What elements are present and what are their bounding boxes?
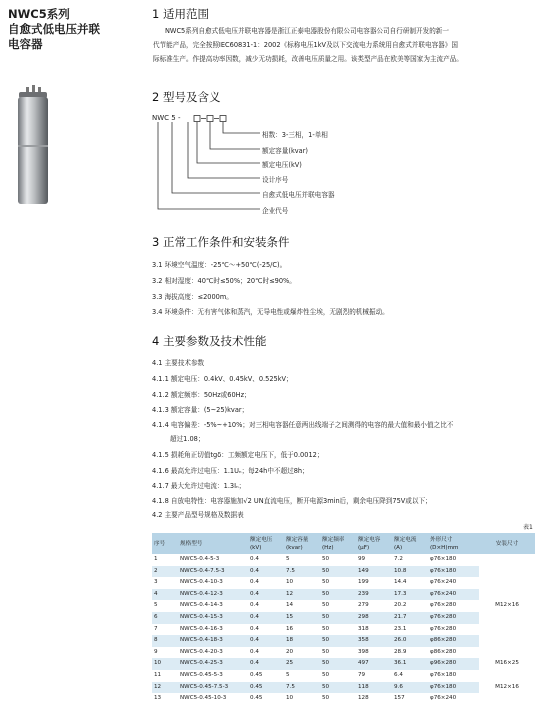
table-row xyxy=(152,612,535,624)
table-cell: 10 xyxy=(286,579,294,586)
table-cell: 4 xyxy=(152,589,178,601)
table-cell: φ76×240 xyxy=(430,695,457,702)
col-header: 额定电压 (kV) xyxy=(248,533,284,554)
table-cell: 13 xyxy=(154,695,162,702)
table-cell: φ76×280 xyxy=(430,602,457,609)
table-cell: 14.4 xyxy=(394,579,407,586)
section3-heading: 3 正常工作条件和安装条件 xyxy=(152,235,290,249)
table-cell: 0.4 xyxy=(248,589,284,601)
table-cell: 50 xyxy=(320,658,356,670)
table-cell: 11 xyxy=(154,671,162,678)
table-header-row xyxy=(152,533,535,554)
table-cell: 497 xyxy=(356,658,392,670)
table-cell: 3 xyxy=(154,579,158,586)
table-cell: 50 xyxy=(320,682,356,694)
section4-item: 4.2 主要产品型号规格及数据表 xyxy=(152,511,244,519)
table-row xyxy=(152,647,535,659)
col-header: 外形尺寸 (D×H)mm xyxy=(428,533,479,554)
table-cell: 15 xyxy=(284,612,320,624)
table-cell: 18 xyxy=(284,635,320,647)
table-cell: 0.4 xyxy=(250,602,259,609)
table-cell: 7.5 xyxy=(284,682,320,694)
table-cell: 0.4 xyxy=(250,556,259,562)
section4-item: 超过1.08； xyxy=(170,435,205,443)
table-cell: 0.4 xyxy=(248,635,284,647)
table-row xyxy=(152,670,535,682)
table-cell: 149 xyxy=(356,566,392,578)
table-cell: φ76×180 xyxy=(430,671,457,678)
section2-heading: 2 型号及含义 xyxy=(152,90,221,104)
table-cell: 0.45 xyxy=(248,682,284,694)
table-cell: 79 xyxy=(358,671,366,678)
table-cell: 20.2 xyxy=(394,602,407,609)
table-cell: 9.6 xyxy=(392,682,428,694)
table-cell: 50 xyxy=(322,648,330,655)
section1-heading: 1 适用范围 xyxy=(152,7,209,21)
product-title-line2: 自愈式低电压并联 xyxy=(8,22,100,36)
section4-item: 4.1.7 最大允许过电流：1.3Iₙ； xyxy=(152,482,246,490)
table-cell: 50 xyxy=(322,602,330,609)
product-title-line3: 电容器 xyxy=(8,37,43,51)
table-cell: 0.4 xyxy=(250,648,259,655)
mount-size-cell: M16×25 xyxy=(479,658,535,670)
table-cell: 20 xyxy=(286,648,294,655)
section3-item: 3.4 环境条件：无有害气体和蒸汽，无导电性或爆炸性尘埃，无剧烈的机械振动。 xyxy=(152,308,389,316)
mount-size-cell: M12×16 xyxy=(479,554,535,658)
table-cell: NWC5-0.4-14-3 xyxy=(180,602,223,609)
table-cell: 16 xyxy=(286,625,294,632)
table-cell: 398 xyxy=(358,648,369,655)
section4-item: 4.1.2 额定频率：50Hz或60Hz； xyxy=(152,391,251,399)
table-cell: φ76×240 xyxy=(428,589,479,601)
section3-item: 3.2 相对湿度：40℃时≤50%；20℃时≤90%。 xyxy=(152,277,296,285)
col-header: 额定电流 (A) xyxy=(392,533,428,554)
table-cell: 0.4 xyxy=(248,612,284,624)
table-row xyxy=(152,577,535,589)
section1-line3: 际标准生产。作提高功率因数，减少无功损耗，改善电压质量之用。该类型产品在欧美等国家为主流产品。 xyxy=(153,55,463,63)
table-cell: 50 xyxy=(322,695,330,702)
table-cell: 6 xyxy=(152,612,178,624)
table-cell: 50 xyxy=(320,635,356,647)
table-cell: 239 xyxy=(356,589,392,601)
table-cell: 8 xyxy=(152,635,178,647)
table-cell: NWC5-0.4-7.5-3 xyxy=(178,566,248,578)
table-cell: 28.9 xyxy=(394,648,407,655)
section4-item: 4.1.5 损耗角正切值tgδ：工频额定电压下，低于0.0012； xyxy=(152,451,324,459)
table-cell: 0.45 xyxy=(250,695,263,702)
table-cell: 128 xyxy=(358,695,369,702)
section4-item: 4.1 主要技术参数 xyxy=(152,359,205,367)
table-cell: 25 xyxy=(284,658,320,670)
table-row xyxy=(152,693,535,705)
table-cell: 36.1 xyxy=(392,658,428,670)
table-cell: 12 xyxy=(152,682,178,694)
table-cell: NWC5-0.4-20-3 xyxy=(180,648,223,655)
table-cell: NWC5-0.45-5-3 xyxy=(180,671,223,678)
table-cell: NWC5-0.4-25-3 xyxy=(178,658,248,670)
table-cell: 12 xyxy=(284,589,320,601)
table-row xyxy=(152,624,535,636)
table-cell: φ86×280 xyxy=(430,648,457,655)
table-cell: 10 xyxy=(286,695,294,702)
col-header: 额定电容 (μF) xyxy=(356,533,392,554)
code-label-phase: 相数：3-三相，1-单相 xyxy=(262,131,328,139)
table-cell: 199 xyxy=(358,579,369,586)
table-cell: NWC5-0.45-7.5-3 xyxy=(178,682,248,694)
table-cell: 7 xyxy=(154,625,158,632)
table-cell: 21.7 xyxy=(392,612,428,624)
table-cell: 10 xyxy=(152,658,178,670)
section3-item: 3.1 环境空气温度：-25℃～+50℃(-25/C)。 xyxy=(152,261,287,269)
table-cell: NWC5-0.4-12-3 xyxy=(178,589,248,601)
table-cell: φ76×180 xyxy=(428,566,479,578)
table-cell: 50 xyxy=(320,566,356,578)
code-label-capacity: 额定容量(kvar) xyxy=(262,147,308,155)
section4-item: 4.1.3 额定容量：(5~25)kvar； xyxy=(152,406,249,414)
table-cell: 9 xyxy=(154,648,158,655)
table-cell: 7.2 xyxy=(394,556,403,562)
table-cell: 50 xyxy=(322,556,330,562)
table-cell: NWC5-0.4-18-3 xyxy=(178,635,248,647)
table-row xyxy=(152,682,535,694)
table-cell: 10.8 xyxy=(392,566,428,578)
table-cell: 5 xyxy=(154,602,158,609)
table-cell: NWC5-0.4-16-3 xyxy=(180,625,223,632)
col-header: 规格型号 xyxy=(178,533,248,554)
table-cell: 99 xyxy=(358,556,366,562)
col-header: 额定频率 (Hz) xyxy=(320,533,356,554)
section4-heading: 4 主要参数及技术性能 xyxy=(152,334,267,348)
col-header: 安装尺寸 xyxy=(479,533,535,554)
code-label-voltage: 额定电压(kV) xyxy=(262,161,302,169)
spec-table xyxy=(152,533,535,705)
section4-item: 4.1.6 最高允许过电压：1.1Uₙ；每24h中不超过8h； xyxy=(152,467,309,475)
table-cell: 157 xyxy=(394,695,405,702)
table-cell: NWC5-0.45-10-3 xyxy=(180,695,227,702)
table-cell: 5 xyxy=(286,671,290,678)
table-cell: 50 xyxy=(322,579,330,586)
section4-item: 4.1.8 自放电特性：电容器施加√2 UN直流电压，断开电源3min后，剩余电压降到75V或以下； xyxy=(152,497,432,505)
section4-item: 4.1.4 电容偏差：-5%~+10%；对三相电容器任意两出线端子之间测得的电容的最大值和最小值之比不 xyxy=(152,421,454,429)
table-cell: 0.4 xyxy=(248,658,284,670)
table-cell: 0.4 xyxy=(250,579,259,586)
table-cell: 298 xyxy=(356,612,392,624)
table-cell: 50 xyxy=(322,625,330,632)
col-header: 序号 xyxy=(152,533,178,554)
table-cell: 0.4 xyxy=(250,625,259,632)
table-cell: 7.5 xyxy=(284,566,320,578)
product-title-line1: NWC5系列 xyxy=(8,7,70,21)
table-cell: 50 xyxy=(322,671,330,678)
section1-line2: 代节能产品，完全按照IEC60831-1：2002《标称电压1kV及以下交流电力系统用自愈式并联电容器》国 xyxy=(153,41,458,49)
table-cell: 0.4 xyxy=(248,566,284,578)
table-cell: φ76×240 xyxy=(430,579,457,586)
table-cell: 2 xyxy=(152,566,178,578)
table-cell: 14 xyxy=(286,602,294,609)
table-cell: 26.0 xyxy=(392,635,428,647)
table-cell: 50 xyxy=(320,589,356,601)
table-row xyxy=(152,566,535,578)
table-cell: 1 xyxy=(154,556,158,562)
table-row xyxy=(152,589,535,601)
table-row xyxy=(152,635,535,647)
table-cell: φ76×180 xyxy=(430,556,457,562)
table-row xyxy=(152,554,535,566)
table-cell: 6.4 xyxy=(394,671,403,678)
table-cell: 50 xyxy=(320,612,356,624)
table-cell: 358 xyxy=(356,635,392,647)
capacitor-image xyxy=(17,85,49,205)
table-caption: 表1 xyxy=(523,524,533,531)
table-row xyxy=(152,600,535,612)
table-cell: 5 xyxy=(286,556,290,562)
table-cell: NWC5-0.4-15-3 xyxy=(178,612,248,624)
table-cell: φ76×280 xyxy=(430,625,457,632)
code-label-product: 自愈式低电压并联电容器 xyxy=(262,191,335,199)
table-cell: 0.45 xyxy=(250,671,263,678)
code-label-company: 企业代号 xyxy=(262,207,289,215)
table-row xyxy=(152,658,535,670)
mount-size-cell: M12×16 xyxy=(479,670,535,705)
table-cell: φ76×180 xyxy=(428,682,479,694)
table-cell: φ76×280 xyxy=(428,612,479,624)
table-cell: 23.1 xyxy=(394,625,407,632)
table-cell: 17.3 xyxy=(392,589,428,601)
section1-line1: NWC5系列自愈式低电压并联电容器是浙江正泰电器股份有限公司电容器公司自行研制开发的新一 xyxy=(165,27,449,35)
table-cell: 118 xyxy=(356,682,392,694)
table-cell: φ86×280 xyxy=(428,635,479,647)
product-title xyxy=(8,7,143,52)
model-code: NWC 5 - xyxy=(152,114,181,122)
table-cell: NWC5-0.4-10-3 xyxy=(180,579,223,586)
table-cell: φ96×280 xyxy=(428,658,479,670)
col-header: 额定容量 (kvar) xyxy=(284,533,320,554)
table-cell: 279 xyxy=(358,602,369,609)
section3-item: 3.3 海拔高度：≤2000m。 xyxy=(152,293,233,301)
table-cell: NWC5-0.4-5-3 xyxy=(180,556,220,562)
code-label-design: 设计序号 xyxy=(262,176,289,184)
section4-item: 4.1.1 额定电压：0.4kV、0.45kV、0.525kV； xyxy=(152,375,293,383)
table-cell: 318 xyxy=(358,625,369,632)
